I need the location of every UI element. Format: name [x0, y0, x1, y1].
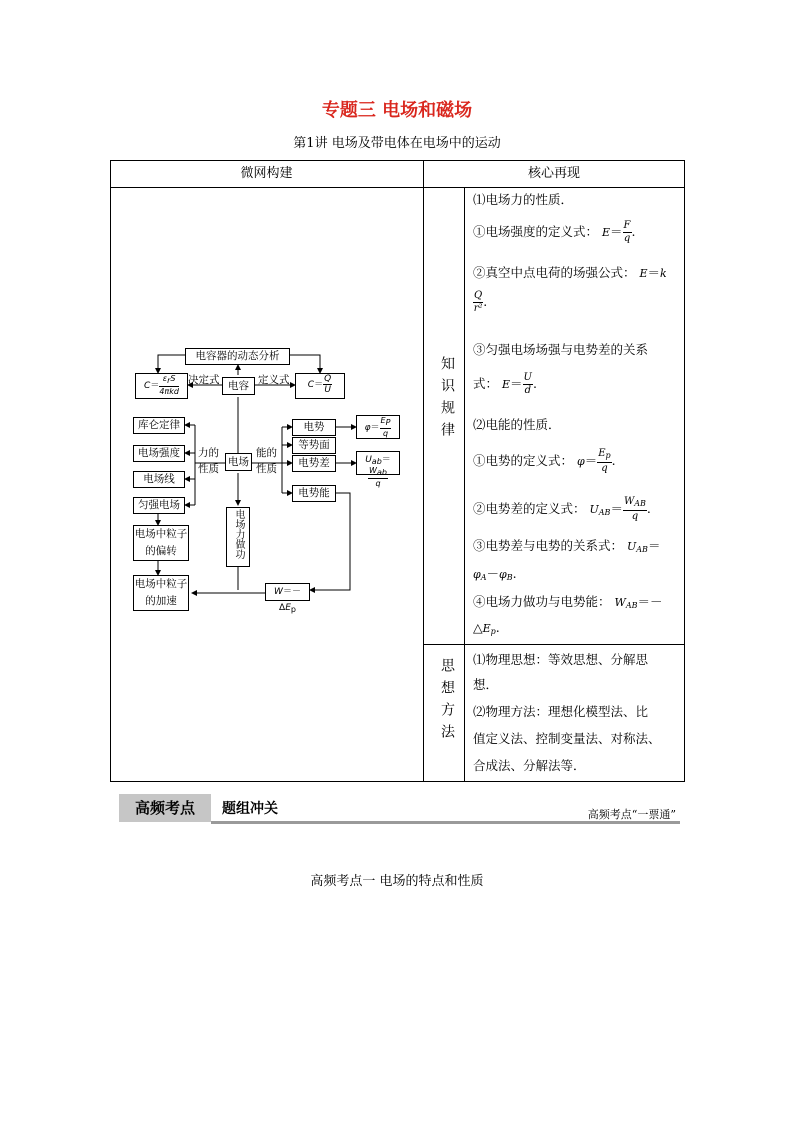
knowledge-line: ⑵电能的性质．: [473, 417, 561, 432]
capacitance-define-formula: C＝ $\frac{Q}{U}$: [295, 373, 345, 399]
force-nature-label: 力的性质: [198, 447, 219, 475]
knowledge-text: ③电势差与电势的关系式：: [473, 538, 624, 553]
col-header-diagram: 微网构建: [240, 166, 293, 181]
row-label-knowledge: [433, 356, 453, 454]
section-title: 高频考点一 电场的特点和性质: [310, 874, 484, 889]
method-line: 合成法、分解法等．: [473, 758, 586, 773]
knowledge-text: ①电势的定义式：: [473, 453, 574, 468]
method-line: 想．: [473, 677, 499, 692]
knowledge-formula: $\varphi_A-\varphi_B$.: [473, 566, 517, 582]
equipotential-box: 等势面: [292, 437, 336, 454]
row-label-methods: [433, 658, 453, 756]
banner-rule: [211, 821, 680, 824]
banner-middle-label: 题组冲关: [222, 801, 278, 817]
knowledge-formula: $\triangle E_p$.: [473, 620, 500, 636]
knowledge-line: ③电势差与电势的关系式： $U_{AB}=$: [473, 538, 661, 554]
knowledge-line: ③匀强电场场强与电势差的关系: [473, 342, 649, 357]
row-label-knowledge-text: 知识规律: [439, 356, 455, 444]
method-line: 值定义法、控制变量法、对称法、: [473, 731, 661, 746]
field-box: 电场: [225, 453, 252, 471]
knowledge-line: ①电势的定义式： φ＝ $\frac{E_p}{q}$ .: [473, 448, 616, 474]
capacitor-box: 电容: [222, 377, 255, 395]
col-header-core: 核心再现: [527, 166, 580, 181]
banner-right-label: 高频考点“一票通”: [587, 808, 676, 821]
method-line: ⑴物理思想：等效思想、分解思: [473, 652, 649, 667]
deflection-box: 电场中粒子的偏转: [133, 525, 189, 561]
knowledge-line: ②电势差的定义式： $U_{AB}=$ $\frac{W_{AB}}{q}$ .: [473, 496, 651, 522]
method-line: ⑵物理方法：理想化模型法、比: [473, 704, 649, 719]
energy-nature-label: 能的性质: [256, 447, 277, 475]
knowledge-line: 式： E＝ $\frac{U}{d}$ .: [473, 372, 537, 396]
high-frequency-banner: [119, 790, 680, 826]
row-label-methods-text: 思想方法: [439, 658, 455, 746]
page-title: 专题三 电场和磁场: [321, 100, 473, 121]
concept-diagram: [130, 345, 405, 614]
knowledge-formula: $\frac{Q}{\text{r²}}$ .: [473, 290, 488, 314]
field-line-box: 电场线: [133, 471, 185, 488]
field-work-text: 电场力做功: [233, 509, 244, 559]
knowledge-text: ①电场强度的定义式：: [473, 224, 599, 239]
potential-difference-box: 电势差: [292, 455, 336, 472]
decide-label: 决定式: [188, 374, 220, 386]
coulomb-law-box: 库仑定律: [133, 417, 185, 434]
potential-energy-box: 电势能: [292, 485, 336, 502]
work-energy-formula: W＝－ΔEp: [265, 583, 310, 601]
field-work-box: [226, 507, 250, 567]
knowledge-text: 式：: [473, 376, 499, 391]
knowledge-text: ②电势差的定义式：: [473, 501, 586, 516]
knowledge-line: ④电场力做功与电势能： $W_{AB}=-$: [473, 594, 663, 610]
uniform-field-box: 匀强电场: [133, 497, 185, 514]
capacitance-decide-formula: C＝ $\frac{\text{εrS}}{\text{4πkd}}$: [135, 373, 188, 399]
lecture-subtitle: 第1讲 电场及带电体在电场中的运动: [293, 136, 501, 151]
knowledge-line: ②真空中点电荷的场强公式： E＝k: [473, 265, 667, 280]
knowledge-line: ⑴电场力的性质．: [473, 192, 574, 207]
potential-formula: φ＝ $\frac{EP}{q}$: [356, 415, 400, 439]
field-strength-box: 电场强度: [133, 445, 185, 462]
potential-box: 电势: [292, 419, 336, 436]
acceleration-box: 电场中粒子的加速: [133, 575, 189, 611]
knowledge-text: ②真空中点电荷的场强公式：: [473, 265, 636, 280]
knowledge-line: ①电场强度的定义式： E＝ $\frac{F}{q}$ .: [473, 220, 636, 244]
capacitor-analysis-box: 电容器的动态分析: [185, 348, 290, 365]
potential-difference-formula: Uab＝ $\frac{\text{Wab}}{q}$: [356, 451, 400, 475]
knowledge-text: ④电场力做功与电势能：: [473, 594, 611, 609]
define-label: 定义式: [258, 374, 290, 386]
banner-left-label: 高频考点: [119, 794, 211, 822]
